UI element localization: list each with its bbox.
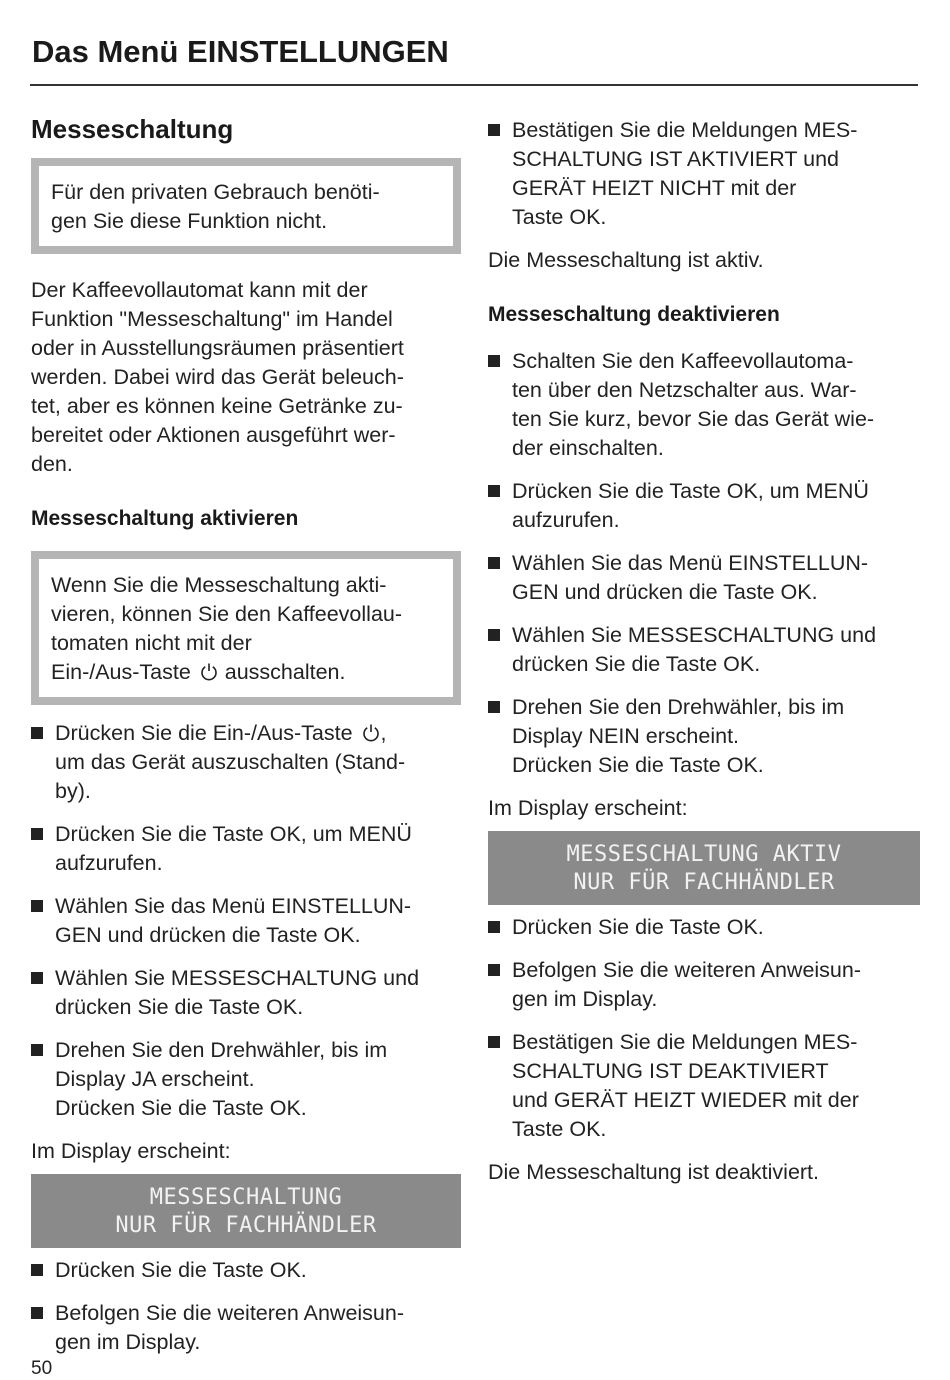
- bullet-square: [31, 727, 43, 739]
- note-line: [51, 658, 439, 687]
- bullet-square: [488, 355, 500, 367]
- paragraph-line: Der Kaffeevollautomat kann mit der: [31, 278, 368, 302]
- bullet-square: [31, 1044, 43, 1056]
- bullet-square: [488, 1036, 500, 1048]
- bullet-square: [488, 701, 500, 713]
- item-line: by).: [55, 779, 91, 803]
- bullet-square: [488, 557, 500, 569]
- note-line: Für den privaten Gebrauch benöti-: [51, 180, 380, 204]
- item-line: Drücken Sie die Taste OK, um MENÜ: [512, 479, 869, 503]
- list-item: [31, 1036, 461, 1123]
- item-line: gen im Display.: [55, 1330, 201, 1354]
- item-line: [55, 719, 461, 748]
- bullet-square: [31, 972, 43, 984]
- item-line: Display NEIN erscheint.: [512, 724, 740, 748]
- item-line: Bestätigen Sie die Meldungen MES-: [512, 118, 858, 142]
- item-line: drücken Sie die Taste OK.: [512, 652, 761, 676]
- info-note-private-use: [31, 158, 461, 254]
- display-line: MESSESCHALTUNG: [149, 1185, 343, 1210]
- item-line: Drücken Sie die Taste OK.: [55, 1258, 307, 1282]
- item-line: und GERÄT HEIZT WIEDER mit der: [512, 1088, 859, 1112]
- list-item: [31, 892, 461, 950]
- bullet-square: [31, 900, 43, 912]
- item-line: Taste OK.: [512, 1117, 607, 1141]
- item-line: Bestätigen Sie die Meldungen MES-: [512, 1030, 858, 1054]
- item-line: GEN und drücken die Taste OK.: [55, 923, 361, 947]
- item-line: Drehen Sie den Drehwähler, bis im: [512, 695, 845, 719]
- bullet-square: [488, 124, 500, 136]
- bullet-square: [31, 828, 43, 840]
- note-text: ausschalten.: [218, 660, 346, 684]
- item-line: Drücken Sie die Taste OK.: [512, 753, 764, 777]
- list-item: [488, 347, 920, 463]
- list-item: [488, 621, 920, 679]
- paragraph-line: tet, aber es können keine Getränke zu-: [31, 394, 403, 418]
- item-line: Drücken Sie die Taste OK.: [55, 1096, 307, 1120]
- list-item: [31, 719, 461, 806]
- display-line: NUR FÜR FACHHÄNDLER: [115, 1213, 377, 1238]
- list-item: [488, 913, 920, 942]
- note-line: tomaten nicht mit der: [51, 631, 252, 655]
- intro-paragraph: [31, 276, 461, 479]
- item-line: Befolgen Sie die weiteren Anweisun-: [512, 958, 861, 982]
- item-line: Schalten Sie den Kaffeevollautoma-: [512, 349, 854, 373]
- item-line: Wählen Sie das Menü EINSTELLUN-: [55, 894, 412, 918]
- bullet-square: [31, 1264, 43, 1276]
- list-item: [31, 1256, 461, 1285]
- note-line: gen Sie diese Funktion nicht.: [51, 209, 328, 233]
- display-intro: Im Display erscheint:: [488, 796, 688, 820]
- item-line: aufzurufen.: [512, 508, 620, 532]
- item-line: der einschalten.: [512, 436, 664, 460]
- item-line: Befolgen Sie die weiteren Anweisun-: [55, 1301, 404, 1325]
- display-line: MESSESCHALTUNG AKTIV: [566, 842, 842, 867]
- left-column: [31, 112, 461, 1371]
- display-line: NUR FÜR FACHHÄNDLER: [573, 870, 835, 895]
- right-column: [488, 116, 920, 1201]
- item-line: ten über den Netzschalter aus. War-: [512, 378, 857, 402]
- list-item: [31, 1299, 461, 1357]
- page-number: 50: [31, 1358, 53, 1379]
- lcd-display-preview: [488, 831, 920, 905]
- list-item: [488, 1028, 920, 1144]
- list-item: [488, 693, 920, 780]
- item-text: ,: [380, 721, 387, 745]
- title-divider: [30, 84, 918, 86]
- item-text: Drücken Sie die Ein-/Aus-Taste: [55, 721, 359, 745]
- bullet-square: [488, 485, 500, 497]
- bullet-square: [488, 629, 500, 641]
- list-item: [488, 956, 920, 1014]
- note-line: Wenn Sie die Messeschaltung akti-: [51, 573, 387, 597]
- item-line: Taste OK.: [512, 205, 607, 229]
- item-line: Wählen Sie MESSESCHALTUNG und: [55, 966, 420, 990]
- item-line: Drücken Sie die Taste OK, um MENÜ: [55, 822, 412, 846]
- note-text: Ein-/Aus-Taste: [51, 660, 191, 684]
- bullet-square: [488, 964, 500, 976]
- power-icon: [361, 723, 381, 743]
- page-title: Das Menü EINSTELLUNGEN: [32, 34, 449, 69]
- item-line: GEN und drücken die Taste OK.: [512, 580, 818, 604]
- display-intro: Im Display erscheint:: [31, 1139, 231, 1163]
- status-deactivated-text: Die Messeschaltung ist deaktiviert.: [488, 1160, 820, 1184]
- list-item: [488, 116, 920, 232]
- paragraph-line: werden. Dabei wird das Gerät beleuch-: [31, 365, 404, 389]
- note-line: vieren, können Sie den Kaffeevollau-: [51, 602, 403, 626]
- item-line: drücken Sie die Taste OK.: [55, 995, 304, 1019]
- paragraph-line: oder in Ausstellungsräumen präsentiert: [31, 336, 404, 360]
- paragraph-line: den.: [31, 452, 73, 476]
- item-line: SCHALTUNG IST AKTIVIERT und: [512, 147, 839, 171]
- item-line: gen im Display.: [512, 987, 658, 1011]
- paragraph-line: Funktion "Messeschaltung" im Handel: [31, 307, 393, 331]
- item-line: GERÄT HEIZT NICHT mit der: [512, 176, 797, 200]
- lcd-display-preview: [31, 1174, 461, 1248]
- list-item: [488, 477, 920, 535]
- subheading-activate: Messeschaltung aktivieren: [31, 507, 299, 530]
- item-line: Drehen Sie den Drehwähler, bis im: [55, 1038, 388, 1062]
- item-line: SCHALTUNG IST DEAKTIVIERT: [512, 1059, 829, 1083]
- status-active-text: Die Messeschaltung ist aktiv.: [488, 248, 764, 272]
- list-item: [488, 549, 920, 607]
- bullet-square: [488, 921, 500, 933]
- item-line: um das Gerät auszuschalten (Stand-: [55, 750, 406, 774]
- item-line: Wählen Sie MESSESCHALTUNG und: [512, 623, 877, 647]
- list-item: [31, 820, 461, 878]
- paragraph-line: bereitet oder Aktionen ausgeführt wer-: [31, 423, 396, 447]
- item-line: ten Sie kurz, bevor Sie das Gerät wie-: [512, 407, 875, 431]
- item-line: Display JA erscheint.: [55, 1067, 255, 1091]
- power-icon: [199, 662, 219, 682]
- list-item: [31, 964, 461, 1022]
- subheading-deactivate: Messeschaltung deaktivieren: [488, 303, 780, 326]
- bullet-square: [31, 1307, 43, 1319]
- item-line: aufzurufen.: [55, 851, 163, 875]
- section-heading: Messeschaltung: [31, 114, 234, 144]
- item-line: Drücken Sie die Taste OK.: [512, 915, 764, 939]
- item-line: Wählen Sie das Menü EINSTELLUN-: [512, 551, 869, 575]
- warning-note-activate: [31, 551, 461, 705]
